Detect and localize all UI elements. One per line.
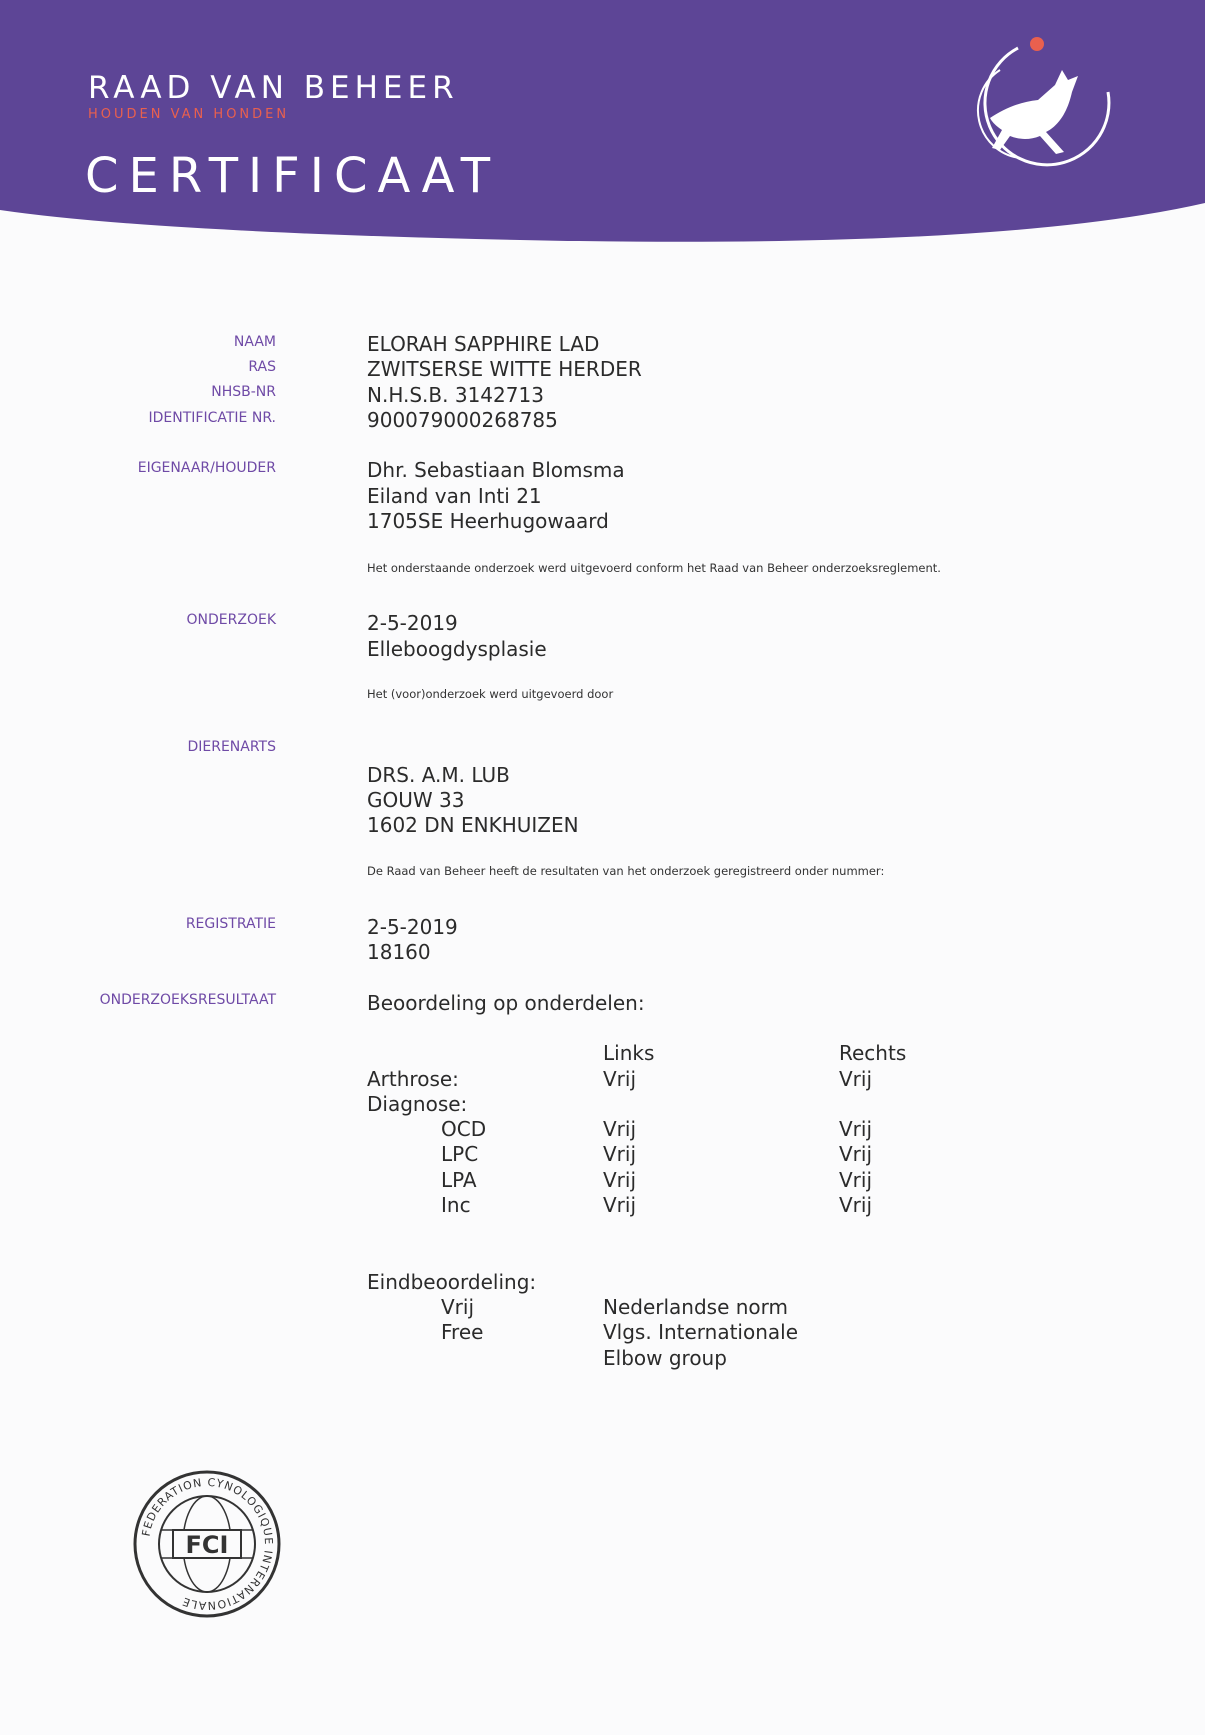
dog-name: ELORAH SAPPHIRE LAD (367, 332, 600, 356)
label-identificatie: IDENTIFICATIE NR. (148, 410, 276, 426)
organization-name: RAAD VAN BEHEER (88, 70, 459, 106)
vet-street: GOUW 33 (367, 788, 465, 812)
dog-breed: ZWITSERSE WITTE HERDER (367, 357, 642, 381)
exam-conformity-note: Het onderstaande onderzoek werd uitgevoerd conform het Raad van Beheer onderzoeksreglement. (367, 561, 941, 575)
label-registratie: REGISTRATIE (185, 916, 276, 932)
owner-city: 1705SE Heerhugowaard (367, 509, 609, 533)
final-assessment-label: Eindbeoordeling: (367, 1270, 537, 1294)
lpa-left-value: Vrij (603, 1168, 637, 1192)
label-dierenarts: DIERENARTS (187, 739, 276, 755)
label-ras: RAS (248, 359, 276, 375)
final-international-norm: Vlgs. Internationale (603, 1320, 799, 1344)
exam-type: Elleboogdysplasie (367, 637, 547, 661)
inc-left-value: Vrij (603, 1193, 637, 1217)
organization-tagline: HOUDEN VAN HONDEN (88, 107, 290, 122)
lpa-label: LPA (441, 1168, 477, 1192)
label-onderzoek: ONDERZOEK (186, 612, 276, 628)
label-eigenaar: EIGENAAR/HOUDER (137, 460, 276, 476)
ocd-label: OCD (441, 1117, 487, 1141)
inc-right-value: Vrij (839, 1193, 873, 1217)
dog-identification-number: 900079000268785 (367, 408, 558, 432)
dog-nhsb-number: N.H.S.B. 3142713 (367, 383, 544, 407)
final-international-group: Elbow group (603, 1346, 727, 1370)
performed-by-note: Het (voor)onderzoek werd uitgevoerd door (367, 687, 614, 701)
ocd-left-value: Vrij (603, 1117, 637, 1141)
lpa-right-value: Vrij (839, 1168, 873, 1192)
column-header-right: Rechts (839, 1041, 907, 1065)
owner-street: Eiland van Inti 21 (367, 484, 542, 508)
label-naam: NAAM (233, 334, 276, 350)
inc-label: Inc (441, 1193, 471, 1217)
exam-date: 2-5-2019 (367, 611, 458, 635)
result-heading: Beoordeling op onderdelen: (367, 991, 645, 1015)
arthrose-left-value: Vrij (603, 1067, 637, 1091)
arthrose-right-value: Vrij (839, 1067, 873, 1091)
ocd-right-value: Vrij (839, 1117, 873, 1141)
certificate-title: CERTIFICAAT (85, 148, 501, 204)
registration-number: 18160 (367, 940, 431, 964)
fci-seal-center-text: FCI (185, 1531, 229, 1559)
owner-name: Dhr. Sebastiaan Blomsma (367, 458, 625, 482)
lpc-right-value: Vrij (839, 1142, 873, 1166)
label-onderzoeksresultaat: ONDERZOEKSRESULTAAT (99, 992, 276, 1008)
vet-city: 1602 DN ENKHUIZEN (367, 813, 579, 837)
arthrose-label: Arthrose: (367, 1067, 459, 1091)
diagnose-label: Diagnose: (367, 1092, 468, 1116)
fci-seal (131, 1468, 283, 1620)
lpc-left-value: Vrij (603, 1142, 637, 1166)
fci-seal-ring-text: FEDERATION CYNOLOGIQUE INTERNATIONALE (139, 1475, 276, 1613)
registration-date: 2-5-2019 (367, 915, 458, 939)
vet-name: DRS. A.M. LUB (367, 763, 510, 787)
registration-note: De Raad van Beheer heeft de resultaten van het onderzoek geregistreerd onder nummer: (367, 864, 885, 878)
final-national-value: Vrij (441, 1295, 475, 1319)
certificate-header (0, 0, 1205, 250)
final-national-norm: Nederlandse norm (603, 1295, 789, 1319)
label-nhsb: NHSB-NR (211, 384, 276, 400)
jumping-dog-icon (960, 30, 1120, 180)
lpc-label: LPC (441, 1142, 479, 1166)
column-header-left: Links (603, 1041, 655, 1065)
final-international-value: Free (441, 1320, 484, 1344)
